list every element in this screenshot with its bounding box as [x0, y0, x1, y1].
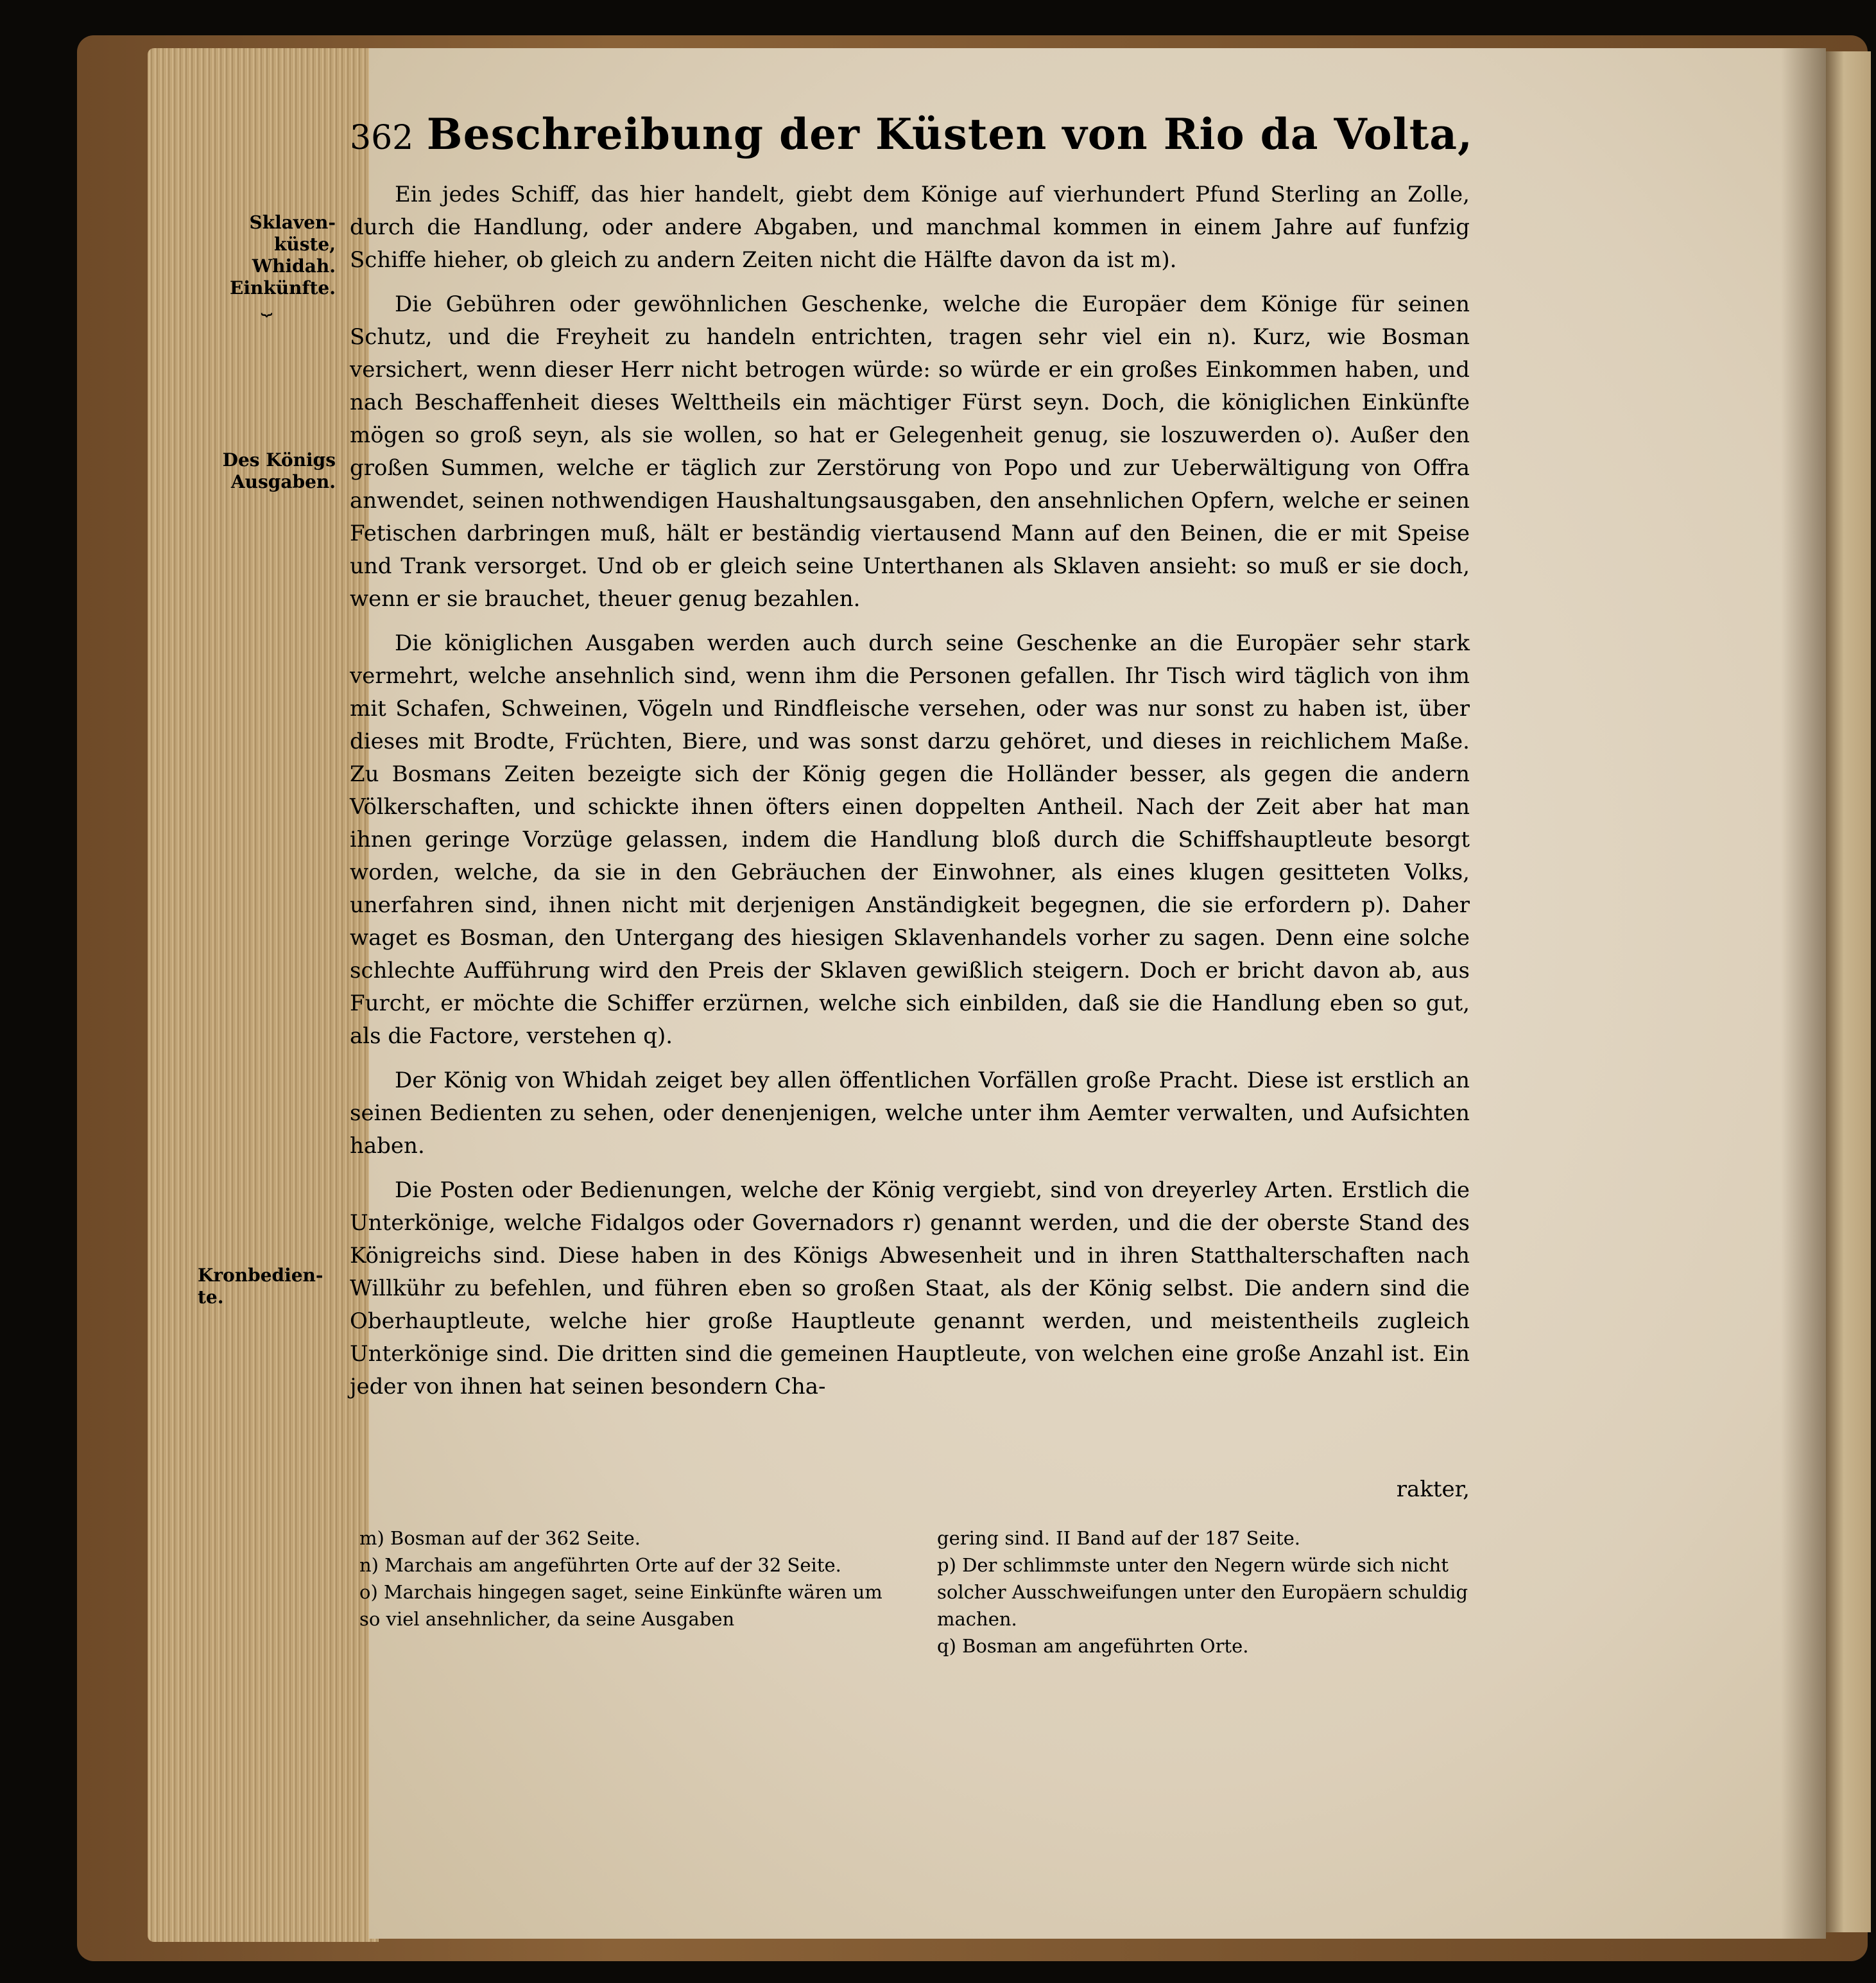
margin-note-text: Sklaven- küste, Whidah. Einkünfte. — [230, 212, 336, 299]
margin-note-kronbediente — [198, 1265, 336, 1308]
brace-ornament: ⏟ — [261, 294, 273, 316]
footnote: q) Bosman am angeführten Orte. — [937, 1635, 1249, 1657]
paragraph: Die Gebühren oder gewöhnlichen Geschenke, welche die Europäer dem Könige für seinen Schutz, und die Freyheit zu handeln entrichten, tragen sehr viel ein n). Kurz, wie Bosman versichert, wenn dieser Herr nicht betrogen würde: so würde er ein großes Einkommen haben, und nach Beschaffenheit dieses Welttheils ein mächtiger Fürst seyn. Doch, die königlichen Einkünfte mögen so groß seyn, als sie wollen, so hat er Gelegenheit genug, sie loszuwerden o). Außer den großen Summen, welche er täglich zur Zerstörung von Popo und zur Ueberwältigung von Offra anwendet, seinen nothwendigen Haushaltungsausgaben, den ansehnlichen Opfern, welche er seinen Fetischen darbringen muß, hält er beständig viertausend Mann auf den Beinen, die er mit Speise und Trank versorget. Und ob er gleich seine Unterthanen als Sklaven ansieht: so muß er sie doch, wenn er sie brauchet, theuer genug bezahlen. — [350, 291, 1470, 612]
catchword-row — [350, 1476, 1470, 1502]
footnote: n) Marchais am angeführten Orte auf der 32 Seite. — [359, 1554, 841, 1576]
running-head: Beschreibung der Küsten von Rio da Volta, — [426, 109, 1473, 159]
catchword: rakter, — [1396, 1476, 1470, 1502]
paragraph: Die königlichen Ausgaben werden auch durch seine Geschenke an die Europäer sehr stark vermehrt, welche ansehnlich sind, wenn ihm die Personen gefallen. Ihr Tisch wird täglich von ihm mit Schafen, Schweinen, Vögeln und Rindfleische versehen, oder was nur sonst zu haben ist, über dieses mit Brodte, Früchten, Biere, und was sonst darzu gehöret, und dieses in reichlichem Maße. Zu Bosmans Zeiten bezeigte sich der König gegen die Holländer besser, als gegen die andern Völkerschaften, und schickte ihnen öfters einen doppelten Antheil. Nach der Zeit aber hat man ihnen geringe Vorzüge gelassen, indem die Handlung bloß durch die Schiffshauptleute besorgt worden, welche, da sie in den Gebräuchen der Einwohner, als eines klugen gesitteten Volks, unerfahren sind, ihnen nicht mit derjenigen Anständigkeit begegnen, die sie erfordern p). Daher waget es Bosman, den Untergang des hiesigen Sklavenhandels vorher zu sagen. Denn eine solche schlechte Aufführung wird den Preis der Sklaven gewißlich steigern. Doch er bricht davon ab, aus Furcht, er möchte die Schiffer erzürnen, welche sich einbilden, daß sie die Handlung eben so gut, als die Factore, verstehen q). — [350, 630, 1470, 1049]
paragraph: Der König von Whidah zeiget bey allen öffentlichen Vorfällen große Pracht. Diese ist erstlich an seinen Bedienten zu sehen, oder denenjenigen, welche unter ihm Aemter verwalten, und Aufsichten haben. — [350, 1068, 1470, 1159]
body-text — [350, 178, 1470, 1415]
footnote: p) Der schlimmste unter den Negern würde sich nicht solcher Ausschweifungen unter den Europäern schuldig machen. — [937, 1554, 1468, 1630]
footnote: gering sind. II Band auf der 187 Seite. — [937, 1527, 1300, 1549]
page-number: 362 — [350, 119, 414, 157]
footnotes-left-column — [359, 1525, 899, 1659]
page-header — [350, 109, 1473, 180]
paragraph: Die Posten oder Bedienungen, welche der König vergiebt, sind von dreyerley Arten. Erstlich die Unterkönige, welche Fidalgos oder Governadors r) genannt werden, und die der oberste Stand des Königreichs sind. Diese haben in des Königs Abwesenheit und in ihren Statthalterschaften nach Willkühr zu befehlen, und führen eben so großen Staat, als der König selbst. Die andern sind die Oberhauptleute, welche hier große Hauptleute genannt werden, und meistentheils zugleich Unterkönige sind. Die dritten sind die gemeinen Hauptleute, von welchen eine große Anzahl ist. Ein jeder von ihnen hat seinen besondern Cha- — [350, 1177, 1470, 1399]
facing-page-edge — [1826, 51, 1871, 1932]
footnote: o) Marchais hingegen saget, seine Einkünfte wären um so viel ansehnlicher, da seine Ausgaben — [359, 1581, 882, 1630]
footnotes — [359, 1525, 1476, 1659]
page-edges — [148, 48, 379, 1942]
paragraph: Ein jedes Schiff, das hier handelt, giebt dem Könige auf vierhundert Pfund Sterling an Zolle, durch die Handlung, oder andere Abgaben, und manchmal kommen in einem Jahre auf funfzig Schiffe hieher, ob gleich zu andern Zeiten nicht die Hälfte davon da ist m). — [350, 182, 1470, 273]
margin-note-einkuenfte — [198, 212, 336, 316]
margin-note-ausgaben — [198, 449, 336, 493]
page-gutter — [1781, 48, 1826, 1939]
margin-note-text: Kronbedien- te. — [198, 1265, 323, 1308]
footnotes-right-column — [937, 1525, 1476, 1659]
footnote: m) Bosman auf der 362 Seite. — [359, 1527, 641, 1549]
margin-note-text: Des Königs Ausgaben. — [222, 449, 336, 492]
